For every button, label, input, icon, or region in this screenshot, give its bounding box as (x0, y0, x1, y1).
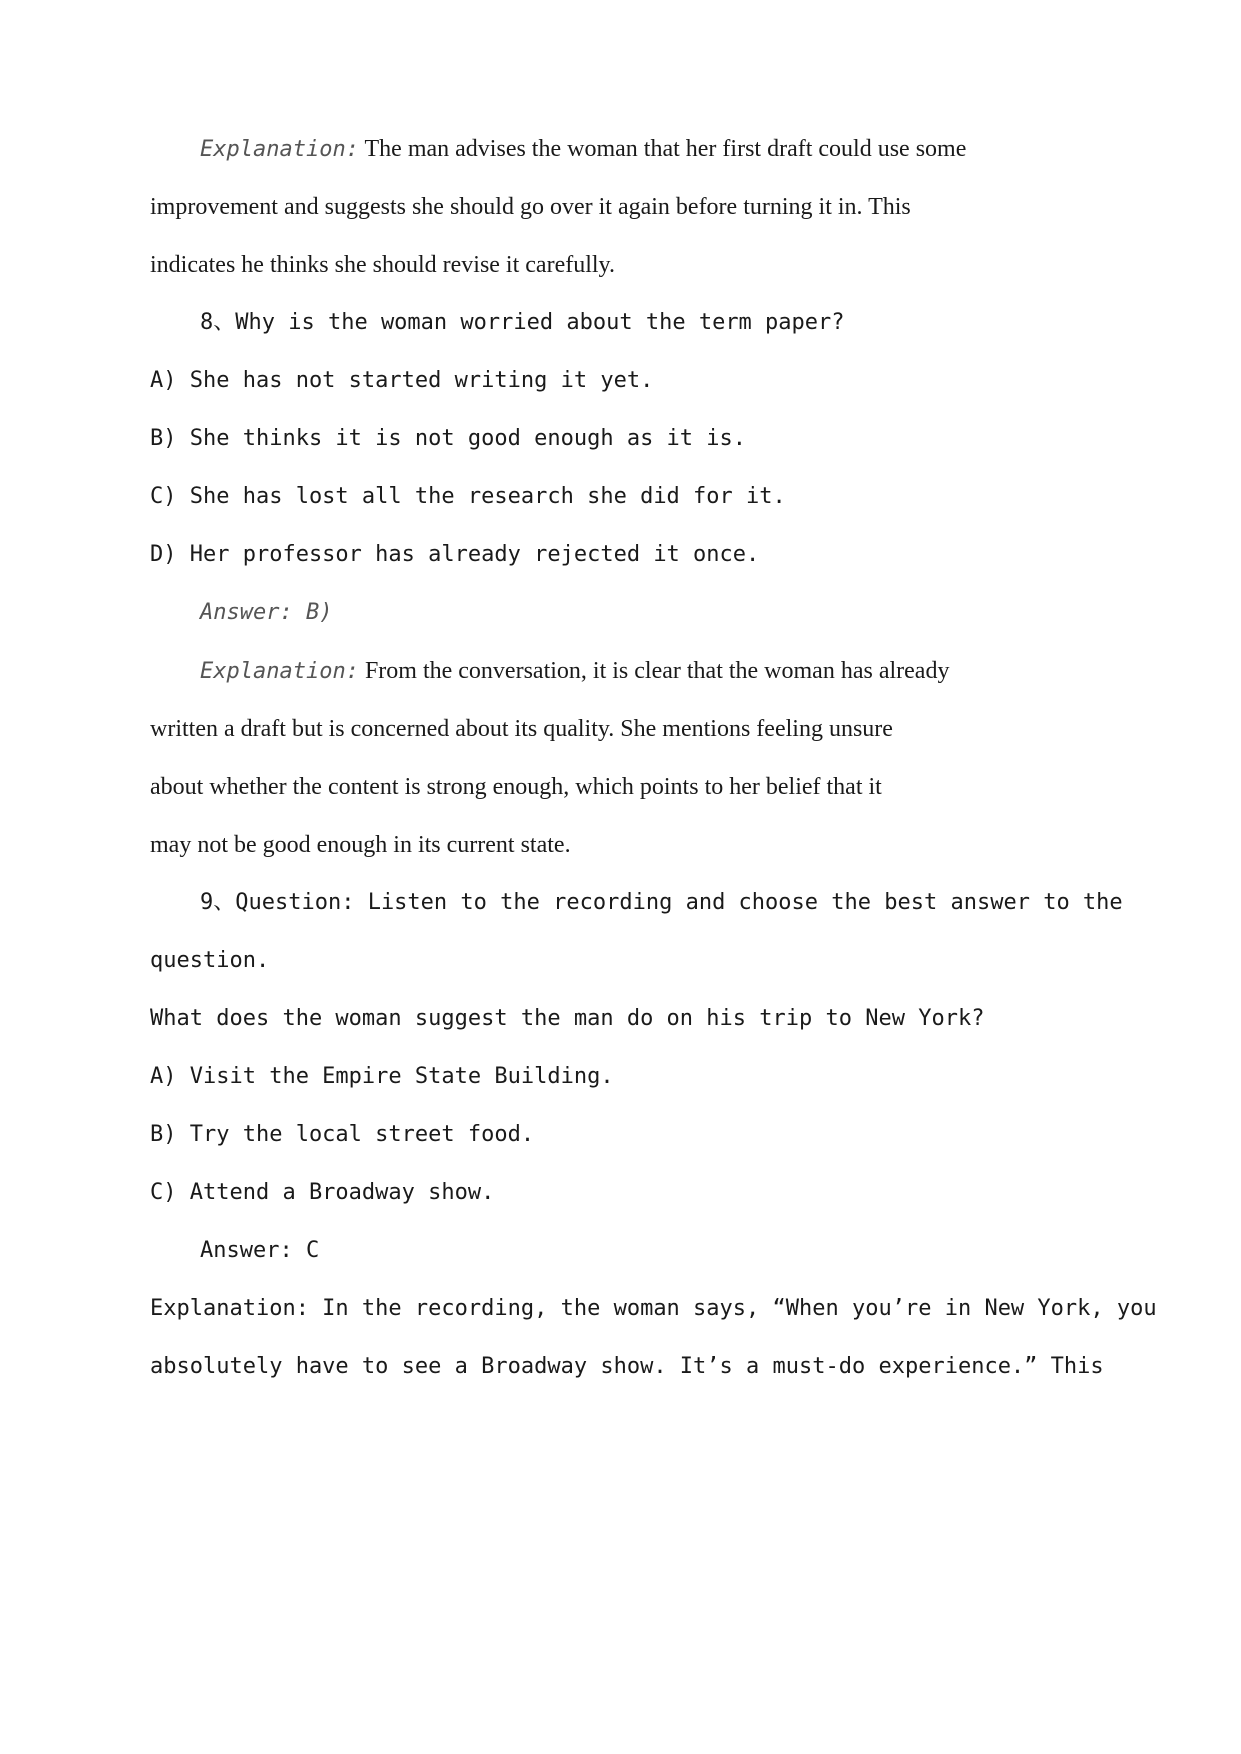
q9-option-b: B) Try the local street food. (150, 1122, 535, 1147)
explanation-paragraph-1-line-1 (200, 134, 966, 165)
q9-option-a: A) Visit the Empire State Building. (150, 1064, 614, 1089)
question-9: What does the woman suggest the man do on his trip to New York? (150, 1006, 985, 1031)
q8-answer: Answer: B) (200, 600, 333, 625)
explanation-paragraph-1-line-2: improvement and suggests she should go over it again before turning it in. This (150, 194, 911, 220)
q8-explanation-text: From the conversation, it is clear that the woman has already (358, 658, 950, 684)
q8-option-a: A) She has not started writing it yet. (150, 368, 654, 393)
q8-explanation-line-2: written a draft but is concerned about its quality. She mentions feeling unsure (150, 716, 893, 742)
explanation-paragraph-1-line-3: indicates he thinks she should revise it carefully. (150, 252, 615, 278)
question-8: 8、Why is the woman worried about the term paper? (200, 310, 845, 335)
q8-explanation-label: Explanation: (200, 659, 359, 684)
q8-explanation-line-3: about whether the content is strong enough, which points to her belief that it (150, 774, 882, 800)
question-9-intro-line-1: 9、Question: Listen to the recording and choose the best answer to the (200, 890, 1123, 915)
q9-option-c: C) Attend a Broadway show. (150, 1180, 495, 1205)
question-9-intro-line-2: question. (150, 948, 270, 973)
q8-option-c: C) She has lost all the research she did for it. (150, 484, 786, 509)
q8-explanation-line-4: may not be good enough in its current state. (150, 832, 571, 858)
explanation-label: Explanation: (200, 137, 359, 162)
q9-explanation-line-2: absolutely have to see a Broadway show. It’s a must-do experience.” This (150, 1354, 1104, 1379)
explanation-text: The man advises the woman that her first draft could use some (358, 136, 967, 162)
q8-option-b: B) She thinks it is not good enough as it is. (150, 426, 747, 451)
q9-answer: Answer: C (200, 1238, 320, 1263)
q8-option-d: D) Her professor has already rejected it once. (150, 542, 760, 567)
q9-explanation-line-1: Explanation: In the recording, the woman says, “When you’re in New York, you (150, 1296, 1157, 1321)
q8-explanation-line-1 (200, 656, 949, 687)
